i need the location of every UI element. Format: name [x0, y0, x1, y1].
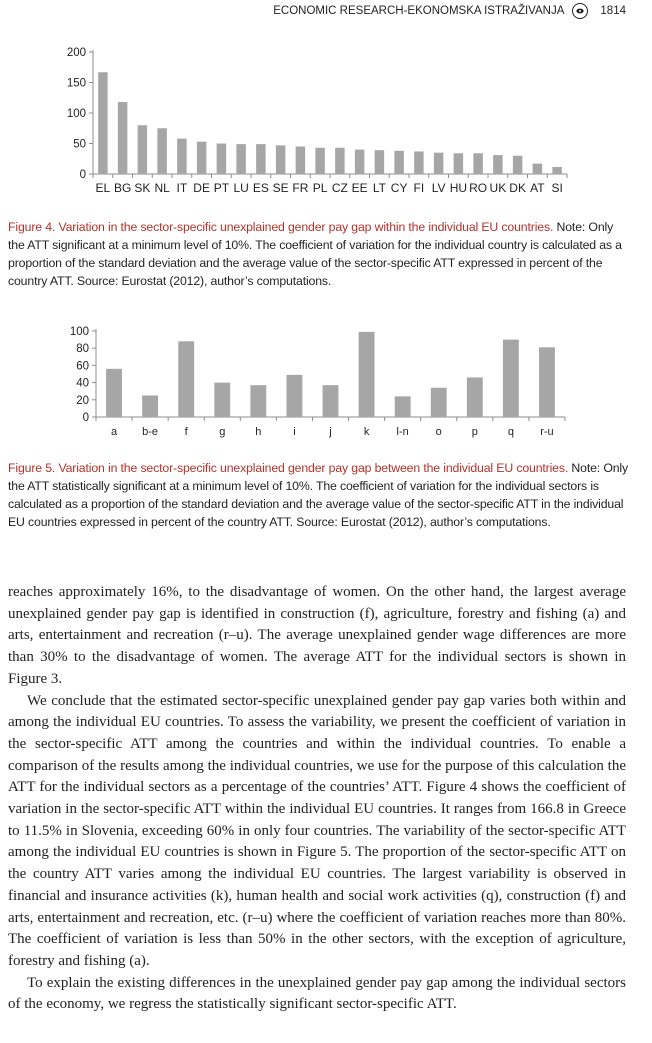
fig5-x-label: k: [363, 426, 370, 438]
fig4-x-label: SI: [551, 181, 563, 195]
fig5-bar-o: [431, 388, 447, 417]
fig4-bar-SI: [552, 167, 561, 174]
fig5-x-label: q: [507, 426, 514, 438]
fig5-bar-p: [467, 377, 483, 417]
fig5-bar-l-n: [395, 396, 411, 417]
fig4-x-label: EL: [95, 181, 111, 195]
fig4-bar-DK: [513, 156, 522, 174]
fig4-x-label: BG: [113, 181, 132, 195]
fig4-x-label: RO: [469, 181, 488, 195]
figure-5-label: Figure 5.: [8, 461, 56, 475]
fig4-bar-EE: [355, 150, 364, 174]
fig4-x-label: SE: [272, 181, 289, 195]
fig5-x-label: a: [110, 426, 118, 438]
figure-4-title: Variation in the sector-specific unexplained gender pay gap within the individual EU countries.: [55, 220, 554, 234]
fig5-y-tick-label: 80: [76, 343, 89, 356]
fig4-x-label: FI: [413, 181, 425, 195]
figure-5-caption: [8, 459, 628, 531]
fig5-bar-i: [286, 375, 302, 417]
fig4-bar-NL: [157, 128, 166, 174]
fig4-y-tick-label: 150: [66, 77, 86, 90]
fig4-bar-SK: [138, 125, 147, 174]
body-text: [8, 582, 626, 1016]
paragraph-2: We conclude that the estimated sector-specific unexplained gender pay gap varies both within and among the individual EU countries. To assess the variability, we present the coefficient of variation in the sector-specific ATT among the countries and within the individual countries. To enable a comparison of the results among the individual countries, we use for the purpose of this calculation the ATT for the individual sectors as a percentage of the countries’ ATT. Figure 4 shows the coefficient of variation in the sector-specific ATT within the individual EU countries. It ranges from 166.8 in Greece to 11.5% in Slovenia, exceeding 60% in only four countries. The variability of the sector-specific ATT among the individual EU countries is shown in Figure 5. The proportion of the sector-specific ATT on the country ATT varies among the individual EU countries. The largest variability is observed in financial and insurance activities (k), human health and social work activities (q), construction (f) and arts, entertainment and recreation, etc. (r–u) where the coefficient of variation reaches more than 80%. The coefficient of variation is less than 50% in the other sectors, with the exception of agriculture, forestry and fishing (a).: [8, 692, 626, 969]
page-number: 1814: [600, 5, 626, 17]
fig4-x-label: DE: [193, 181, 210, 195]
fig4-x-label: ES: [252, 181, 269, 195]
fig5-bar-f: [178, 341, 194, 417]
paragraph-1: reaches approximately 16%, to the disadvantage of women. On the other hand, the largest average unexplained gender pay gap is identified in construction (f), agriculture, forestry and fishing (a) and arts, entertainment and recreation (r–u). The average unexplained gender wage differences are more than 30% to the disadvantage of women. The average ATT for the individual sectors is shown in Figure 3.: [8, 584, 626, 687]
fig5-bar-j: [323, 385, 339, 417]
figure-4-note: Note: Only the ATT significant at a minimum level of 10%. The coefficient of variation for the individual country is calculated as a proportion of the standard deviation and the average value of the sector-specific ATT expressed in percent of the country ATT. Source: Eurostat (2012), author’s computations.: [8, 220, 622, 288]
fig4-bar-IT: [177, 139, 186, 174]
fig4-bar-CZ: [335, 148, 344, 174]
fig5-y-tick-label: 40: [76, 377, 89, 390]
figure-5-title: Variation in the sector-specific unexplained gender pay gap between the individual EU countries.: [55, 461, 569, 475]
fig5-x-label: g: [219, 426, 226, 438]
fig4-x-label: HU: [449, 181, 468, 195]
fig4-bar-FI: [414, 151, 423, 174]
fig5-x-label: p: [471, 426, 478, 438]
fig4-x-label: AT: [530, 181, 545, 195]
fig4-x-label: NL: [154, 181, 170, 195]
fig5-x-label: b-e: [142, 426, 159, 438]
fig4-x-label: CZ: [331, 181, 348, 195]
fig4-bar-LT: [375, 150, 384, 174]
fig4-bar-LV: [434, 153, 443, 174]
figure-5-chart: [0, 318, 652, 448]
fig4-x-label: FR: [292, 181, 309, 195]
fig4-x-label: DK: [509, 181, 526, 195]
fig4-y-tick-label: 0: [79, 169, 86, 181]
figure-4-label: Figure 4.: [8, 220, 56, 234]
fig4-bar-ES: [256, 144, 265, 174]
fig5-bar-g: [214, 383, 230, 417]
fig4-x-label: SK: [134, 181, 151, 195]
fig4-bar-PL: [315, 148, 324, 174]
fig5-y-tick-label: 60: [76, 360, 89, 373]
fig5-x-label: h: [255, 426, 262, 438]
fig4-bar-UK: [493, 155, 502, 174]
fig4-x-label: CY: [390, 181, 408, 195]
fig4-bar-DE: [197, 142, 206, 174]
paragraph-3: To explain the existing differences in the unexplained gender pay gap among the individual sectors of the economy, we regress the statistically significant sector-specific ATT.: [8, 974, 626, 1013]
fig5-x-label: f: [184, 426, 188, 438]
fig4-x-label: IT: [176, 181, 188, 195]
fig4-x-label: LV: [431, 181, 446, 195]
fig5-y-tick-label: 100: [69, 326, 89, 338]
fig5-bar-r-u: [539, 347, 555, 417]
figure-4-chart: [0, 22, 652, 227]
fig5-bar-q: [503, 340, 519, 417]
fig5-x-label: l-n: [396, 426, 409, 438]
fig4-bar-PT: [217, 144, 226, 175]
fig4-y-tick-label: 200: [66, 47, 86, 59]
fig4-bar-RO: [473, 153, 482, 174]
fig5-bar-a: [106, 369, 122, 417]
fig5-x-label: j: [329, 426, 332, 438]
figure-5-note: Note: Only the ATT statistically significant at a minimum level of 10%. The coefficient of variation for the individual sectors is calculated as a proportion of the standard deviation and the average value of the sector-specific ATT in the individual EU countries expressed in percent of the country ATT. Source: Eurostat (2012), author’s computations.: [8, 461, 629, 529]
fig4-y-tick-label: 50: [73, 138, 86, 151]
fig4-x-label: UK: [489, 181, 507, 195]
fig4-y-tick-label: 100: [66, 108, 86, 120]
fig4-bar-BG: [118, 102, 127, 174]
journal-title: ECONOMIC RESEARCH-EKONOMSKA ISTRAŽIVANJA: [273, 5, 565, 17]
fig4-bar-LU: [236, 144, 245, 174]
fig4-bar-SE: [276, 145, 285, 174]
fig5-bar-k: [359, 332, 375, 417]
fig4-bar-FR: [296, 147, 305, 174]
fig4-x-label: PL: [312, 181, 328, 195]
fig4-x-label: LU: [233, 181, 249, 195]
fig5-y-tick-label: 0: [82, 412, 89, 424]
fig5-bar-b-e: [142, 396, 158, 418]
fig5-y-tick-label: 20: [76, 394, 89, 407]
running-header: [273, 2, 626, 20]
figure-4-caption: [8, 218, 628, 290]
fig4-bar-HU: [454, 153, 463, 174]
fig4-bar-EL: [98, 72, 107, 174]
fig5-x-label: o: [435, 426, 442, 438]
fig4-x-label: PT: [213, 181, 230, 195]
fig4-bar-AT: [533, 164, 542, 174]
fig5-bar-h: [250, 385, 266, 417]
fig4-x-label: LT: [372, 181, 386, 195]
fig5-x-label: r-u: [540, 426, 554, 438]
fig5-x-label: i: [293, 426, 296, 438]
journal-logo-icon: [572, 3, 588, 19]
fig4-x-label: EE: [351, 181, 368, 195]
fig4-bar-CY: [394, 151, 403, 174]
